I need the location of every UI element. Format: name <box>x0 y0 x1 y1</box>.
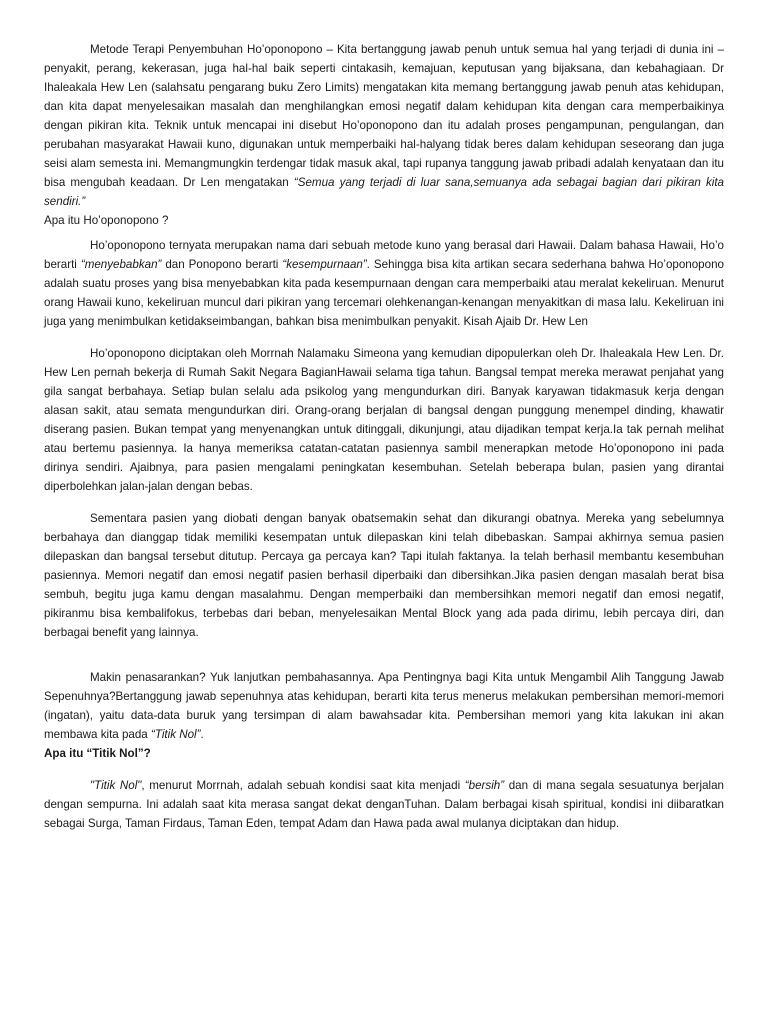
paragraph-text: Makin penasarankan? Yuk lanjutkan pembahasannya. Apa Pentingnya bagi Kita untuk Mengambil Alih Tanggung Jawab Sepenuhnya?Bertanggung jawab sepenuhnya atas kehidupan, berarti kita terus menerus melakukan pembersihan memori-memori (ingatan), yaitu data-data buruk yang tersimpan di alam bawahsadar kita. Pembersihan memori yang kita lakukan ini akan membawa kita pada <box>44 671 724 741</box>
paragraph-responsibility <box>44 668 724 744</box>
paragraph-text: dan di mana segala sesuatunya berjalan dengan sempurna. Ini adalah saat kita merasa sangat dekat denganTuhan. Dalam berbagai kisah spiritual, kondisi ini diibaratkan sebagai Surga, Taman Firdaus, Taman Eden, tempat Adam dan Hawa pada awal mulanya diciptakan dan hidup. <box>44 779 724 830</box>
italic-term: “Titik Nol” <box>150 728 201 741</box>
quote-text: “Semua yang terjadi di luar sana,semuanya ada sebagai bagian dari pikiran kita sendiri.” <box>44 176 724 208</box>
italic-term: "Titik Nol" <box>90 779 142 792</box>
italic-term: “menyebabkan” <box>80 258 162 271</box>
paragraph-text: . <box>200 728 204 741</box>
italic-term: “kesempurnaan” <box>282 258 367 271</box>
document-page <box>44 40 724 833</box>
paragraph-text: Metode Terapi Penyembuhan Ho’oponopono – Kita bertanggung jawab penuh untuk semua hal yang terjadi di dunia ini – penyakit, perang, kekerasan, juga hal-hal baik seperti cintakasih, kemajuan, keputusan yang bijaksana, dan kebahagiaan. Dr Ihaleakala Hew Len (salahsatu pengarang buku Zero Limits) mengatakan kita memang bertanggung jawab penuh atas kehidupan, dan kita dapat menyelesaikan masalah dan menghilangkan emosi negatif dalam kehidupan kita dengan cara memperbaikinya dengan pikiran kita. Teknik untuk mencapai ini disebut Ho’oponopono dan itu adalah proses pengampunan, pengulangan, dan perubahan masyarakat Hawaii kuno, digunakan untuk memperbaiki hal-halyang tidak beres dalam kehidupan seseorang dan juga seisi alam semesta ini. Memangmungkin terdengar tidak masuk akal, tapi rupanya tanggung jawab pribadi adalah kenyataan dan itu bisa mengubah keadaan. Dr Len mengatakan <box>44 43 724 189</box>
heading-what-is-hooponopono: Apa itu Ho’oponopono ? <box>44 214 169 227</box>
paragraph-intro <box>44 40 724 211</box>
paragraph-history: Ho’oponopono diciptakan oleh Morrnah Nalamaku Simeona yang kemudian dipopulerkan oleh Dr. Ihaleakala Hew Len. Dr. Hew Len pernah bekerja di Rumah Sakit Negara BagianHawaii selama tiga tahun. Bangsal tempat mereka merawat penjahat yang gila sangat berbahaya. Setiap bulan selalu ada psikolog yang mengundurkan diri. Banyak karyawan tidakmasuk kerja dengan alasan sakit, atau semata mengundurkan diri. Orang-orang berjalan di bangsal dengan punggung menempel dinding, khawatir diserang pasien. Bukan tempat yang menyenangkan untuk ditinggali, dikunjungi, atau dijadikan tempat kerja.Ia tak pernah melihat atau bertemu pasiennya. Ia hanya memeriksa catatan-catatan pasiennya sambil menerapkan metode Ho’oponopono ini pada dirinya sendiri. Ajaibnya, para pasien mengalami peningkatan kesembuhan. Setelah beberapa bulan, pasien yang dirantai diperbolehkan jalan-jalan dengan bebas. <box>44 347 724 493</box>
paragraph-text: , menurut Morrnah, adalah sebuah kondisi saat kita menjadi <box>141 779 465 792</box>
paragraph-patients: Sementara pasien yang diobati dengan banyak obatsemakin sehat dan dikurangi obatnya. Mereka yang sebelumnya berbahaya dan dianggap tidak memiliki kesempatan untuk dilepaskan kini telah dibebaskan. Sampai akhirnya semua pasien dilepaskan dan bangsal tersebut ditutup. Percaya ga percaya kan? Tapi itulah faktanya. Ia telah berhasil membantu kesembuhan pasiennya. Memori negatif dan emosi negatif pasien berhasil diperbaiki dan dibersihkan.Jika pasien dengan masalah berat bisa sembuh, begitu juga kamu dengan masalahmu. Dengan memperbaiki dan membersihkan memori negatif dan emosi negatif, pikiranmu bisa kembalifokus, terbebas dari beban, menyelesaikan Mental Block yang ada pada dirimu, lebih percaya diri, dan berbagai benefit yang lainnya. <box>44 512 724 639</box>
paragraph-text: . Sehingga bisa kita artikan secara sederhana bahwa Ho’oponopono adalah suatu proses yang bisa menyebabkan kita pada kesempurnaan dengan cara memperbaiki atau meralat kekeliruan. Menurut orang Hawaii kuno, kekeliruan muncul dari pikiran yang tercemari olehkenangan-kenangan menyakitkan di masa lalu. Kekeliruan ini juga yang menimbulkan ketidakseimbangan, bahkan bisa menimbulkan penyakit. Kisah Ajaib Dr. Hew Len <box>44 258 724 328</box>
italic-term: “bersih” <box>464 779 505 792</box>
heading-titik-nol: Apa itu “Titik Nol”? <box>44 747 151 760</box>
paragraph-titik-nol <box>44 776 724 833</box>
paragraph-text: dan Ponopono berarti <box>161 258 283 271</box>
paragraph-definition <box>44 236 724 331</box>
paragraph-text: Ho’oponopono ternyata merupakan nama dari sebuah metode kuno yang berasal dari Hawaii. Dalam bahasa Hawaii, Ho’o berarti <box>44 239 724 271</box>
